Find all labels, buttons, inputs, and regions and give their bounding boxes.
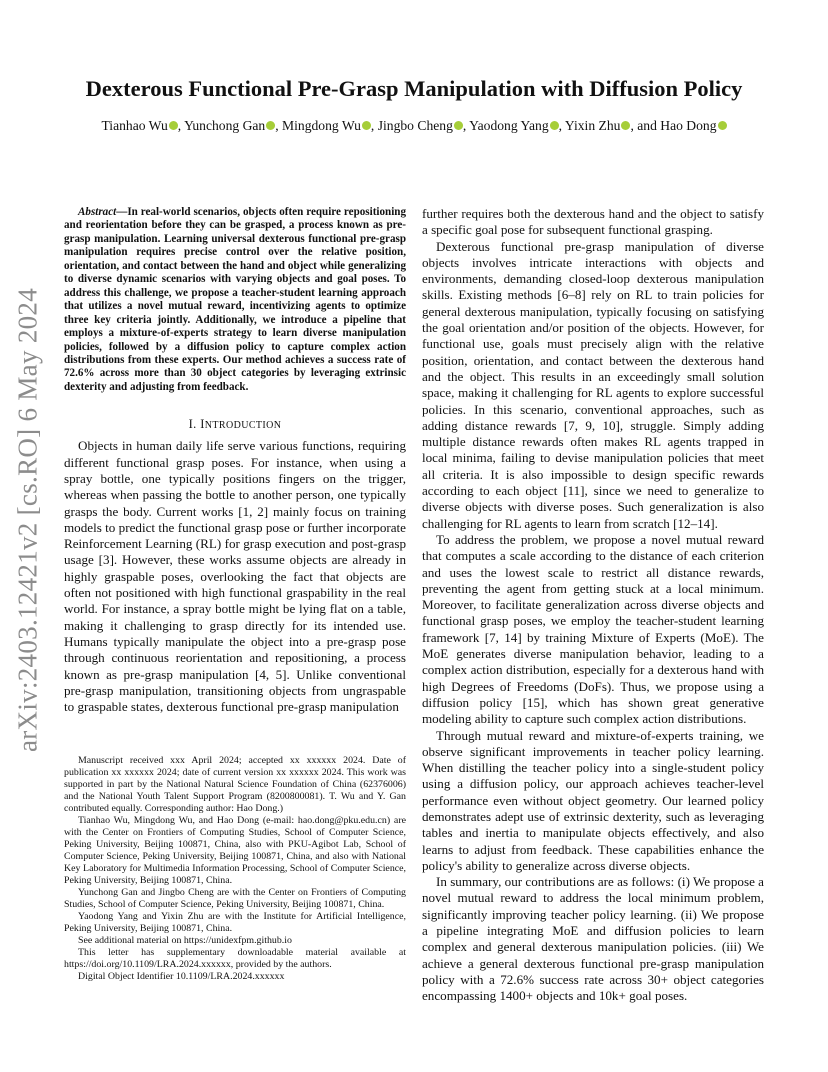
abstract-text: —In real-world scenarios, objects often require repositioning and reorientation before they can be grasped, a process known as pre-grasp manipulation. Learning universal dexterous functional pre-grasp manipulation requires precise control over the relative position, orientation, and contact between the hand and object while generalizing to diverse dynamic scenarios with varying objects and goal poses. To address this challenge, we propose a teacher-student learning approach that utilizes a novel mutual reward, incentivizing agents to optimize three key criteria jointly. Additionally, we introduce a pipeline that employs a mixture-of-experts strategy to learn diverse manipulation policies, followed by a diffusion policy to capture complex action distributions from these experts. Our method achieves a success rate of 72.6% across more than 30 object categories by leveraging extrinsic dexterity and adjusting from feedback. [64,206,406,393]
author: Yunchong Gan [184,118,266,133]
footnote: Yunchong Gan and Jingbo Cheng are with the Center on Frontiers of Computing Studies, School of Computer Science, Peking University, Beijing 100871, China. [64,887,406,910]
footnote[interactable]: See additional material on https://unidexfpm.github.io [78,935,292,946]
author: Yaodong Yang [469,118,549,133]
orcid-icon[interactable] [550,121,559,130]
author: Mingdong Wu [282,118,361,133]
author: Yixin Zhu [564,118,621,133]
body-paragraph: further requires both the dexterous hand and the object to satisfy a specific goal pose for subsequent functional grasping. [422,206,764,238]
orcid-icon[interactable] [169,121,178,130]
section-heading-introduction: I. INTRODUCTION [188,417,282,432]
footnote[interactable]: This letter has supplementary downloadable material available at https://doi.org/10.1109/LRA.2024.xxxxxx, provided by the authors. [64,947,406,970]
orcid-icon[interactable] [454,121,463,130]
left-column [64,206,406,715]
footnote: Yaodong Yang and Yixin Zhu are with the Institute for Artificial Intelligence, Peking University, Beijing 100871, China. [64,911,406,934]
body-paragraph: Through mutual reward and mixture-of-experts training, we observe significant improvements in teacher policy learning. When distilling the teacher policy into a single-student policy using a diffusion policy, our approach achieves teacher-level performance even without object geometry. Our learned policy demonstrates adept use of extrinsic dexterity, such as leveraging tables and inertia to manipulate objects effectively, and also learns to adjust from feedback. These capabilities enhance the policy's ability to generalize across diverse objects. [422,727,764,873]
author: Tianhao Wu [101,118,168,133]
author: Hao Dong [660,118,717,133]
footnote: Digital Object Identifier 10.1109/LRA.2024.xxxxxx [78,971,285,982]
orcid-icon[interactable] [266,121,275,130]
footnote: Manuscript received xxx April 2024; accepted xx xxxxxx 2024. Date of publication xx xxxxxx 2024; date of current version xx xxxxxx 2024. This work was supported in part by the National Natural Science Foundation of China (62376006) and the National Youth Talent Support Program (8200800081). T. Wu and Y. Gan contributed equally. Corresponding author: Hao Dong.) [64,755,406,814]
abstract-label: Abstract [78,206,117,218]
arxiv-identifier: arXiv:2403.12421v2 [cs.RO] 6 May 2024 [12,287,43,753]
footnotes [64,755,406,983]
body-paragraph: To address the problem, we propose a novel mutual reward that computes a scale according to the distance of each criterion and uses the lowest scale to restrict all distance rewards, preventing the agent from getting stuck at a local minimum. Moreover, to facilitate generalization across diverse objects and functional grasp poses, we employ the teacher-student learning framework [7, 14] by training Mixture of Experts (MoE). The MoE generates diverse manipulation behavior, leading to a complex action distribution, especially for a dexterous hand with high Degrees of Freedoms (DoFs). Thus, we propose using a diffusion policy [15], which has shown great generative modeling ability to capture such complex action distributions. [422,531,764,727]
arxiv-sidebar [8,285,48,755]
author-list: Tianhao Wu , Yunchong Gan , Mingdong Wu , Jingbo Cheng , Yaodong Yang , Yixin Zhu , and Hao Dong [60,118,768,134]
body-paragraph: Dexterous functional pre-grasp manipulation of diverse objects involves intricate interactions with objects and environments, demanding closed-loop dexterous manipulation skills. Existing methods [6–8] rely on RL to train policies for general dexterous manipulation, typically focusing on satisfying the goal orientation and/or position of the objects. However, for functional use, goals must precisely align with the relative position, orientation, and contact between the dexterous hand and the object. This results in an exceedingly small solution space, making it challenging for RL agents to explore successful policies. In this scenario, conventional approaches, such as adding distance rewards [7, 9, 10], struggle. Simply adding multiple distance rewards often makes RL agents trapped in local minima, failing to devise manipulation policies that meet all criteria. It is also impossible to design specific rewards according to each object [11], since we need to generalize to diverse objects with diverse poses. Such generalization is also challenging for RL agents to learn from scratch [12–14]. [422,238,764,531]
footnote: Tianhao Wu, Mingdong Wu, and Hao Dong (e-mail: hao.dong@pku.edu.cn) are with the Center on Frontiers of Computing Studies, School of Computer Science, Peking University, Beijing 100871, China, also with PKU-Agibot Lab, School of Computer Science, Peking University, Beijing 100871, China, and also with National Key Laboratory for Multimedia Information Processing, School of Computer Science, Peking University, Beijing 100871, China. [64,815,406,886]
abstract [64,206,406,394]
paper-title: Dexterous Functional Pre-Grasp Manipulation with Diffusion Policy [85,76,743,101]
orcid-icon[interactable] [362,121,371,130]
orcid-icon[interactable] [718,121,727,130]
right-column [422,206,764,1005]
intro-paragraph: Objects in human daily life serve various functions, requiring different functional grasp poses. For instance, when using a spray bottle, one typically positions fingers on the trigger, whereas when passing the bottle to another person, one typically grasps the body. Current works [1, 2] mainly focus on training models to predict the functional grasp pose or further incorporate Reinforcement Learning (RL) for grasp execution and post-grasp usage [3]. However, these works assume objects are already in highly graspable poses, overlooking the fact that objects are often not positioned with high functional graspability in the real world. For instance, a spray bottle might be lying flat on a table, making it challenging to grasp directly for its intended use. Humans typically manipulate the object into a pre-grasp pose through continuous reorientation and repositioning, a process known as pre-grasp manipulation [4, 5]. Unlike conventional pre-grasp manipulation, transitioning objects from ungraspable to graspable states, dexterous functional pre-grasp manipulation [64,438,406,715]
body-paragraph: In summary, our contributions are as follows: (i) We propose a novel mutual reward to address the local minimum problem, significantly improving teacher policy learning. (ii) We propose a pipeline integrating MoE and diffusion policies to learn complex and general dexterous manipulation policies. (iii) We achieve a general dexterous functional pre-grasp manipulation policy with a 72.6% success rate across 30+ object categories encompassing 1400+ objects and 10k+ goal poses. [422,874,764,1004]
author: Jingbo Cheng [377,118,453,133]
